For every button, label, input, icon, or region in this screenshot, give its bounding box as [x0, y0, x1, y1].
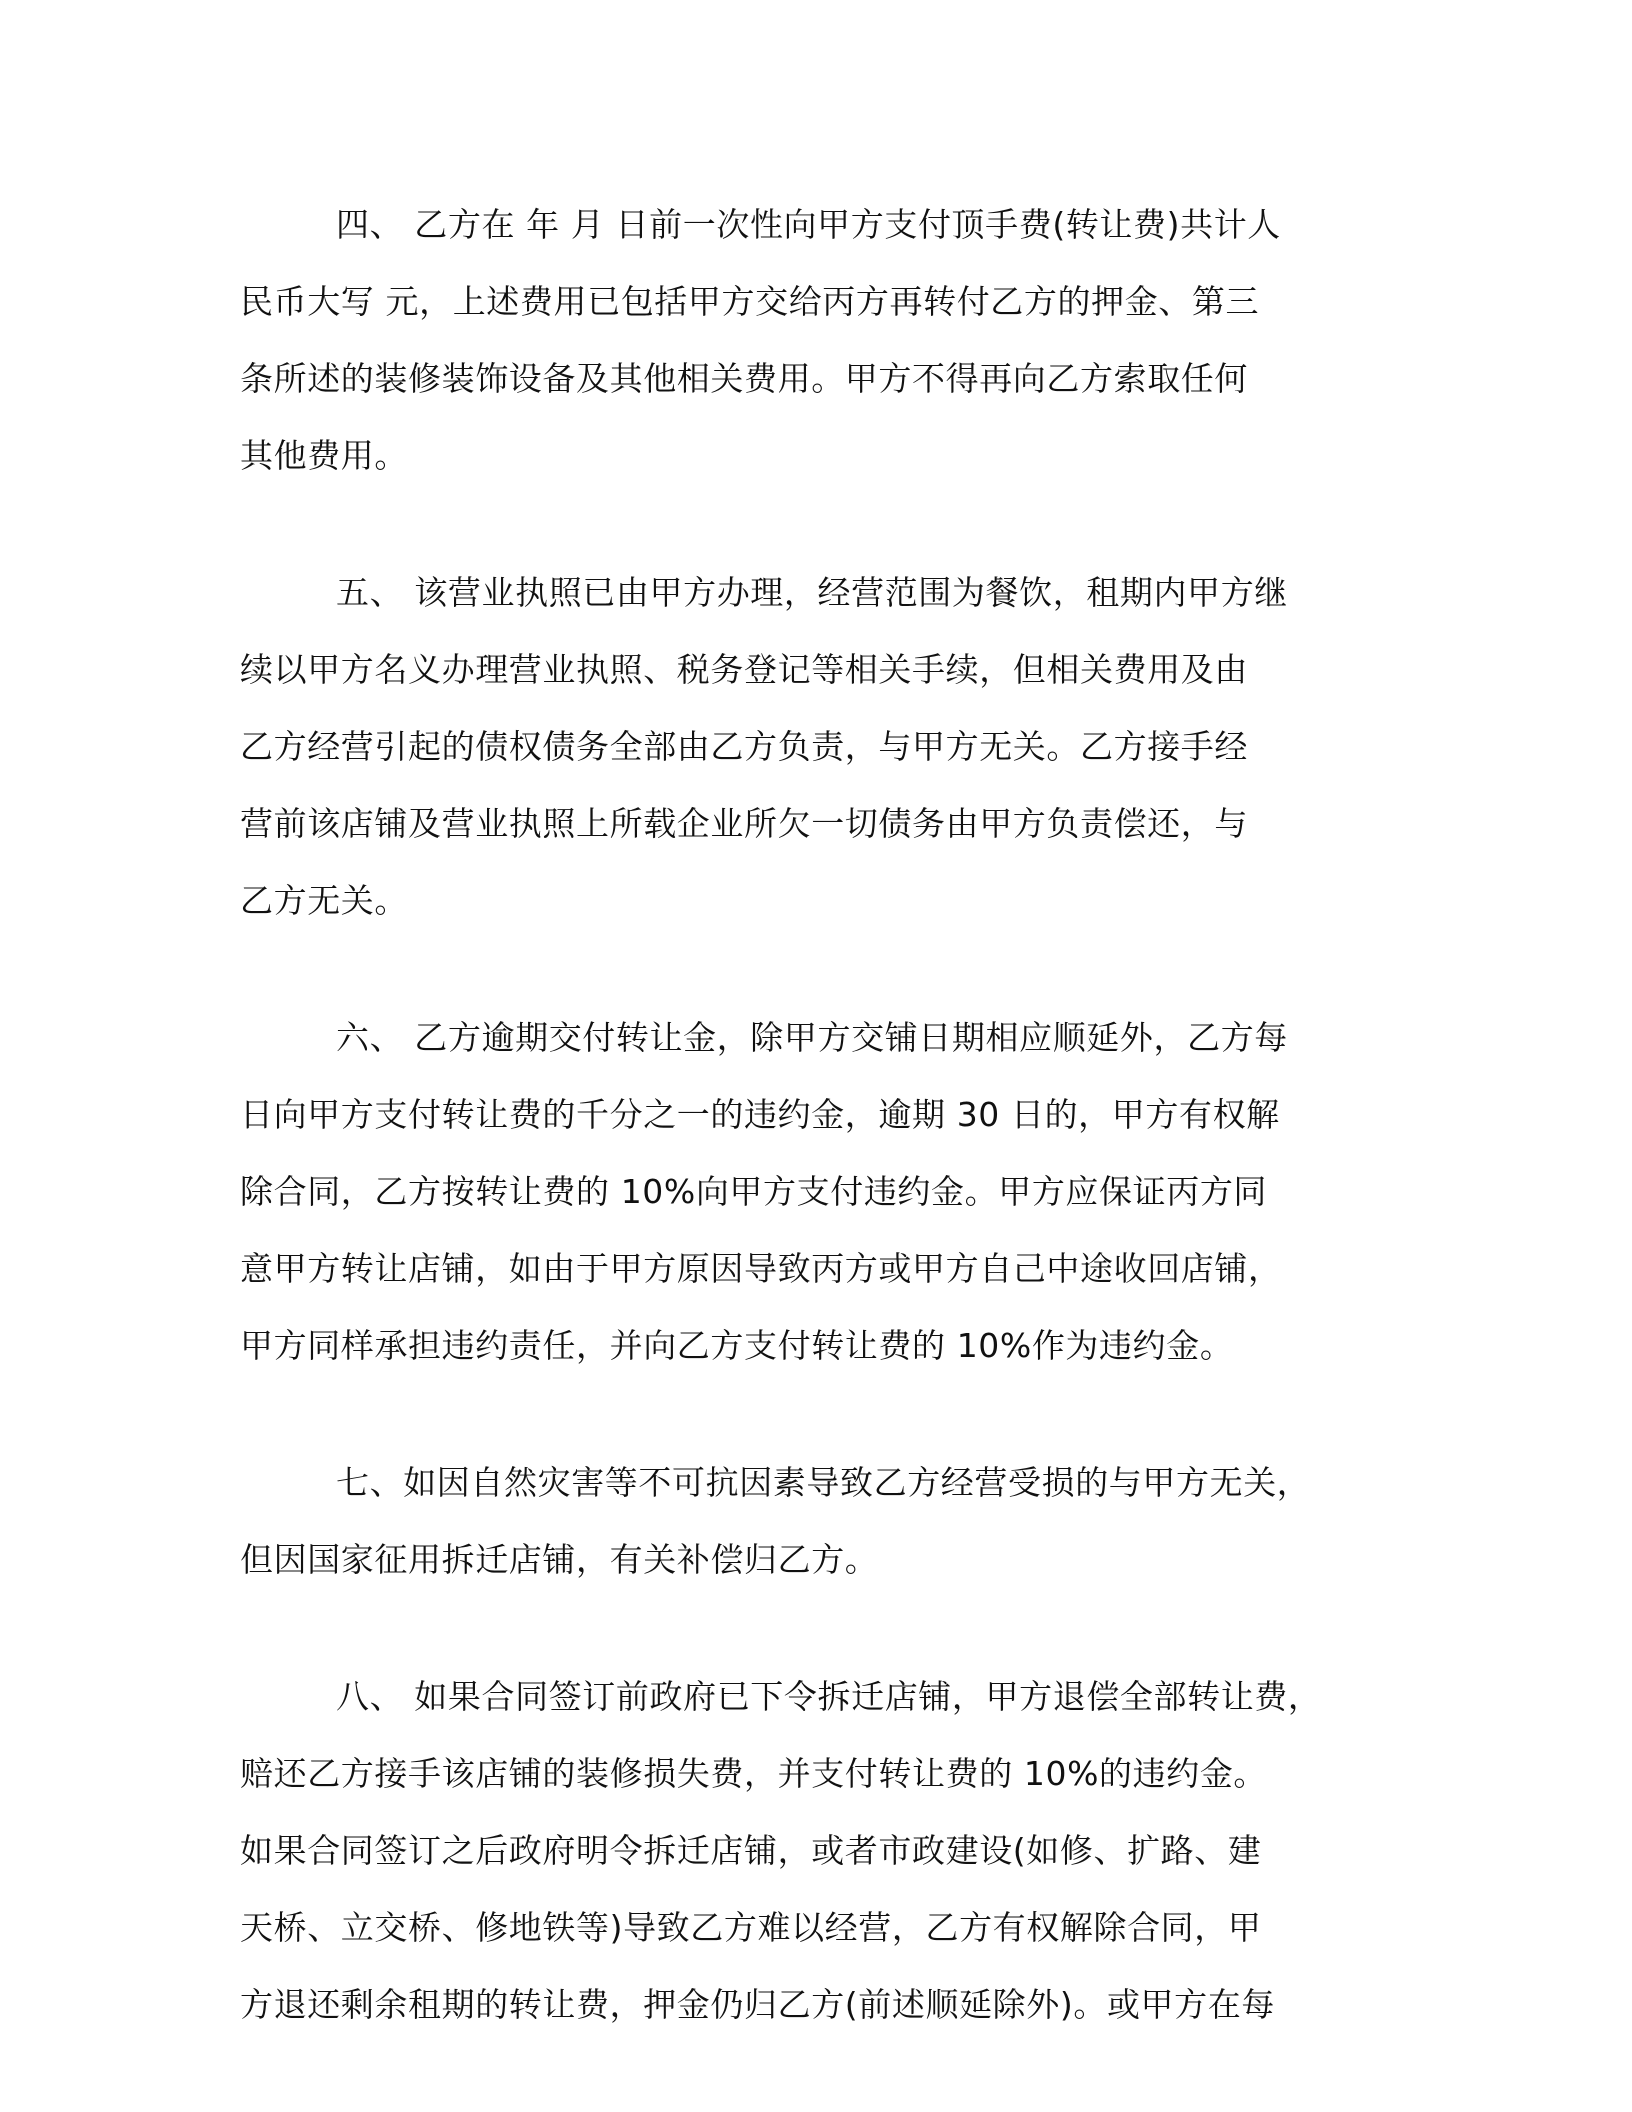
- text-line: 日向甲方支付转让费的千分之一的违约金，逾期 30 日的，甲方有权解: [240, 1095, 1280, 1134]
- text-line: 五、 该营业执照已由甲方办理，经营范围为餐饮，租期内甲方继: [336, 573, 1288, 612]
- text-line: 乙方经营引起的债权债务全部由乙方负责，与甲方无关。乙方接手经: [240, 727, 1248, 766]
- clause-eight: [240, 1658, 1415, 2043]
- text-line: 如果合同签订之后政府明令拆迁店铺，或者市政建设(如修、扩路、建: [240, 1831, 1262, 1870]
- text-line: 但因国家征用拆迁店铺，有关补偿归乙方。: [240, 1540, 879, 1579]
- text-line: 四、 乙方在 年 月 日前一次性向甲方支付顶手费(转让费)共计人: [336, 205, 1281, 244]
- text-line: 八、 如果合同签订前政府已下令拆迁店铺，甲方退偿全部转让费，: [336, 1677, 1322, 1716]
- text-line: 乙方无关。: [240, 881, 408, 920]
- text-line: 除合同，乙方按转让费的 10%向甲方支付违约金。甲方应保证丙方同: [240, 1172, 1268, 1211]
- text-line: 赔还乙方接手该店铺的装修损失费，并支付转让费的 10%的违约金。: [240, 1754, 1268, 1793]
- text-line: 方退还剩余租期的转让费，押金仍归乙方(前述顺延除外)。或甲方在每: [240, 1985, 1275, 2024]
- text-line: 营前该店铺及营业执照上所载企业所欠一切债务由甲方负责偿还，与: [240, 804, 1248, 843]
- text-line: 条所述的装修装饰设备及其他相关费用。甲方不得再向乙方索取任何: [240, 359, 1248, 398]
- text-line: 民币大写 元，上述费用已包括甲方交给丙方再转付乙方的押金、第三: [240, 282, 1260, 321]
- text-line: 甲方同样承担违约责任，并向乙方支付转让费的 10%作为违约金。: [240, 1326, 1234, 1365]
- clause-six: [240, 999, 1415, 1384]
- text-line: 七、如因自然灾害等不可抗因素导致乙方经营受损的与甲方无关，: [336, 1463, 1311, 1502]
- clause-five: [240, 554, 1415, 939]
- text-line: 六、 乙方逾期交付转让金，除甲方交铺日期相应顺延外，乙方每: [336, 1018, 1288, 1057]
- text-line: 天桥、立交桥、修地铁等)导致乙方难以经营，乙方有权解除合同，甲: [240, 1908, 1262, 1947]
- text-line: 意甲方转让店铺，如由于甲方原因导致丙方或甲方自己中途收回店铺，: [240, 1249, 1282, 1288]
- document-body: [240, 186, 1415, 2103]
- text-line: 续以甲方名义办理营业执照、税务登记等相关手续，但相关费用及由: [240, 650, 1248, 689]
- text-line: 其他费用。: [240, 436, 408, 475]
- clause-seven: [240, 1444, 1415, 1598]
- clause-four: [240, 186, 1415, 494]
